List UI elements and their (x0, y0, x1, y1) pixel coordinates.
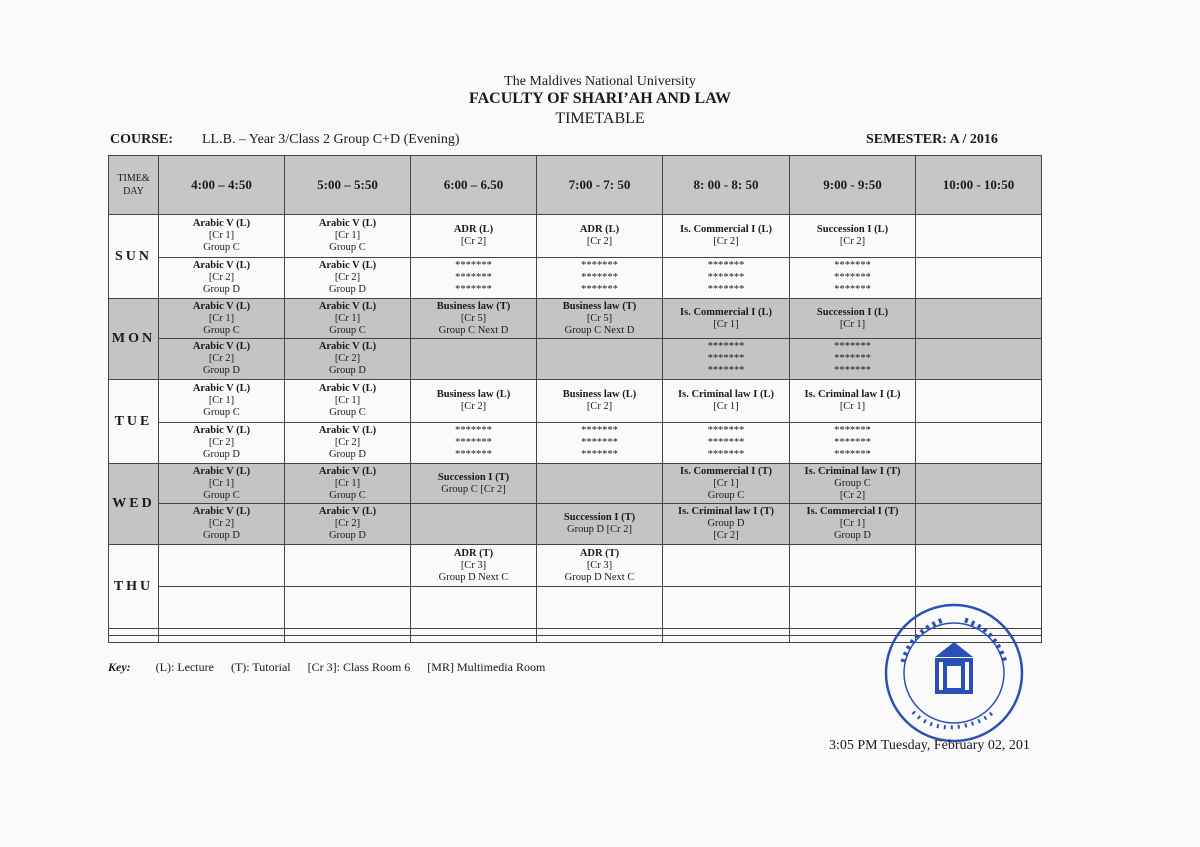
course-detail: Group D (328, 284, 367, 295)
schedule-cell (663, 423, 790, 464)
time-slot-header: 5:00 – 5:50 (285, 156, 411, 215)
course-name: Arabic V (L) (318, 341, 377, 352)
course-name: Succession I (T) (563, 512, 636, 523)
course-name: ******* (707, 425, 745, 436)
legend-key (108, 660, 559, 675)
schedule-cell (916, 339, 1042, 380)
schedule-cell (537, 545, 663, 587)
course-name: Arabic V (L) (318, 383, 377, 394)
course-detail: ******* (581, 272, 618, 283)
schedule-cell (790, 299, 916, 339)
schedule-cell (159, 215, 285, 258)
course-detail: [Cr 1] (208, 312, 235, 324)
schedule-cell (159, 339, 285, 380)
course-detail: ******* (707, 449, 745, 460)
schedule-cell (411, 299, 537, 339)
course-detail: [Cr 2] (208, 272, 235, 283)
schedule-cell (537, 504, 663, 545)
course-name: Arabic V (L) (318, 260, 377, 271)
day-block-sun (109, 215, 1042, 299)
day-label: TUE (109, 380, 159, 464)
semester-label: SEMESTER: A / 2016 (866, 132, 998, 147)
course-detail: ******* (707, 284, 745, 295)
course-detail: [Cr 5] (460, 312, 487, 324)
course-detail: [Cr 2] (586, 236, 613, 247)
course-detail: [Cr 1] (334, 477, 361, 489)
day-label: MON (109, 299, 159, 380)
schedule-cell (916, 504, 1042, 545)
course-name: ADR (L) (579, 224, 620, 235)
course-detail: Group C (203, 489, 240, 501)
timetable (108, 155, 1042, 643)
corner-cell (109, 156, 159, 215)
table-row (109, 464, 1042, 504)
course-name: Arabic V (L) (318, 506, 377, 517)
course-name: Arabic V (L) (192, 341, 251, 352)
schedule-cell (411, 339, 537, 380)
course-name: Is. Commercial I (L) (680, 306, 772, 318)
table-row (109, 545, 1042, 587)
time-slot-header: 9:00 - 9:50 (790, 156, 916, 215)
timetable-header-row (109, 156, 1042, 215)
schedule-cell (285, 423, 411, 464)
day-label: WED (109, 464, 159, 545)
schedule-cell (411, 380, 537, 423)
course-name: Arabic V (L) (318, 465, 377, 477)
schedule-cell (159, 258, 285, 299)
course-detail: Group C (329, 324, 366, 336)
empty-cell (159, 636, 285, 643)
schedule-cell (411, 423, 537, 464)
course-name: Arabic V (L) (192, 425, 251, 436)
schedule-cell (790, 545, 916, 587)
schedule-cell (537, 423, 663, 464)
course-detail: [Cr 1] (334, 230, 361, 241)
time-slot-header: 8: 00 - 8: 50 (663, 156, 790, 215)
course-detail: [Cr 2] (586, 401, 613, 412)
course-detail: [Cr 1] (334, 395, 361, 406)
course-detail: Group D (707, 518, 745, 529)
course-name: ADR (T) (453, 547, 494, 559)
time-slot-header: 10:00 - 10:50 (916, 156, 1042, 215)
course-detail: [Cr 1] (839, 518, 866, 529)
schedule-cell (663, 258, 790, 299)
course-name: Is. Commercial I (T) (680, 465, 772, 477)
course-name: Arabic V (L) (192, 383, 251, 394)
schedule-cell (916, 299, 1042, 339)
course-detail: [Cr 2] (713, 530, 739, 541)
course-detail: Group C Next D (438, 324, 509, 336)
course-detail: Group D Next C (438, 571, 509, 583)
course-detail: [Cr 1] (208, 230, 235, 241)
course-name: Is. Criminal law I (T) (678, 506, 774, 517)
schedule-cell (411, 258, 537, 299)
course-detail: Group D (202, 365, 241, 376)
course-value: LL.B. – Year 3/Class 2 Group C+D (Evening) (202, 132, 460, 147)
schedule-cell (916, 215, 1042, 258)
course-detail: ******* (455, 437, 492, 448)
day-block-mon (109, 299, 1042, 380)
schedule-cell (411, 215, 537, 258)
empty-cell (285, 636, 411, 643)
course-detail: [Cr 1] (839, 318, 866, 330)
course-label: COURSE: (110, 132, 174, 147)
course-detail: Group D (328, 530, 367, 541)
schedule-cell (916, 380, 1042, 423)
course-detail: ******* (581, 437, 618, 448)
schedule-cell (916, 423, 1042, 464)
schedule-cell (285, 464, 411, 504)
schedule-cell (159, 545, 285, 587)
course-detail: Group D (328, 365, 367, 376)
schedule-cell (916, 464, 1042, 504)
schedule-cell (790, 423, 916, 464)
course-name: ******* (834, 260, 871, 271)
course-detail: [Cr 2] (208, 437, 235, 448)
course-detail: ******* (455, 284, 492, 295)
course-name: Arabic V (L) (192, 218, 251, 229)
course-name: Business law (L) (436, 389, 511, 400)
course-name: Is. Commercial I (T) (806, 506, 899, 517)
course-name: Is. Criminal law I (T) (804, 465, 901, 477)
course-detail: Group D [Cr 2] (566, 524, 633, 535)
course-name: ******* (707, 260, 745, 271)
schedule-cell (663, 380, 790, 423)
table-row (109, 423, 1042, 464)
course-detail: [Cr 2] (334, 437, 361, 448)
course-detail: Group C Next D (564, 324, 635, 336)
course-detail: [Cr 2] (460, 236, 487, 247)
course-detail: ******* (834, 284, 871, 295)
course-detail: ******* (455, 449, 492, 460)
course-detail: ******* (834, 437, 871, 448)
schedule-cell (663, 464, 790, 504)
key-item: [Cr 3]: Class Room 6 (307, 660, 411, 674)
corner-day-label: DAY (123, 186, 144, 197)
course-name: Is. Commercial I (L) (680, 224, 772, 235)
course-detail: [Cr 1] (208, 395, 235, 406)
course-detail: Group D (202, 530, 241, 541)
course-detail: [Cr 2] (713, 236, 739, 247)
day-label: SUN (109, 215, 159, 299)
table-row (109, 299, 1042, 339)
empty-cell (663, 636, 790, 643)
course-detail: Group D (202, 449, 241, 460)
empty-cell (411, 629, 537, 636)
course-name: ******* (581, 425, 618, 436)
course-name: Is. Criminal law I (L) (678, 389, 774, 400)
empty-cell (159, 629, 285, 636)
course-name: Business law (L) (562, 389, 637, 400)
course-detail: [Cr 1] (713, 477, 739, 489)
schedule-cell (411, 587, 537, 629)
empty-cell (663, 629, 790, 636)
schedule-cell (159, 464, 285, 504)
table-row (109, 258, 1042, 299)
schedule-cell (159, 423, 285, 464)
course-name: Arabic V (L) (192, 260, 251, 271)
course-name: ADR (L) (453, 224, 494, 235)
schedule-cell (285, 215, 411, 258)
course-name: ******* (707, 341, 745, 352)
day-label: THU (109, 545, 159, 629)
key-item: (T): Tutorial (230, 660, 291, 674)
course-detail: Group C (707, 489, 745, 501)
course-detail: Group C (203, 242, 240, 253)
course-detail: [Cr 1] (713, 318, 739, 330)
course-name: ******* (455, 260, 492, 271)
print-timestamp: 3:05 PM Tuesday, February 02, 201 (829, 738, 1030, 753)
course-name: Arabic V (L) (318, 300, 377, 312)
course-detail: [Cr 3] (586, 559, 613, 571)
course-detail: Group D (833, 530, 872, 541)
course-name: Arabic V (L) (192, 465, 251, 477)
schedule-cell (537, 380, 663, 423)
schedule-cell (537, 299, 663, 339)
course-detail: ******* (707, 353, 745, 364)
course-detail: [Cr 2] (208, 518, 235, 529)
key-item: [MR] Multimedia Room (427, 660, 546, 674)
schedule-cell (285, 299, 411, 339)
course-detail: Group C (834, 477, 871, 489)
course-detail: ******* (707, 437, 745, 448)
schedule-cell (790, 380, 916, 423)
schedule-cell (285, 587, 411, 629)
course-detail: [Cr 2] (839, 489, 866, 501)
course-detail: ******* (834, 272, 871, 283)
course-detail: Group C (329, 242, 366, 253)
course-detail: [Cr 5] (586, 312, 613, 324)
schedule-cell (916, 545, 1042, 587)
schedule-cell (285, 339, 411, 380)
schedule-cell (537, 464, 663, 504)
empty-cell (285, 629, 411, 636)
course-name: Succession I (L) (816, 306, 889, 318)
course-detail: Group C (329, 489, 366, 501)
day-block-tue (109, 380, 1042, 464)
corner-time-label: TIME& (117, 173, 150, 184)
course-detail: [Cr 2] (460, 401, 487, 412)
course-detail: [Cr 2] (839, 236, 866, 247)
university-seal-icon (883, 602, 1025, 744)
course-detail: [Cr 3] (460, 559, 487, 571)
time-slot-header: 6:00 – 6.50 (411, 156, 537, 215)
course-detail: [Cr 1] (839, 401, 866, 412)
schedule-cell (537, 215, 663, 258)
course-name: Is. Criminal law I (L) (804, 389, 901, 400)
schedule-cell (537, 339, 663, 380)
course-name: ******* (834, 425, 871, 436)
schedule-cell (159, 587, 285, 629)
time-slot-header: 4:00 – 4:50 (159, 156, 285, 215)
course-detail: [Cr 2] (208, 353, 235, 364)
key-item: (L): Lecture (155, 660, 214, 674)
schedule-cell (663, 299, 790, 339)
course-detail: [Cr 1] (713, 401, 739, 412)
course-detail: ******* (834, 353, 871, 364)
schedule-cell (790, 504, 916, 545)
schedule-cell (790, 215, 916, 258)
course-name: Business law (T) (562, 300, 637, 312)
course-name: Arabic V (L) (192, 300, 251, 312)
schedule-cell (411, 545, 537, 587)
schedule-cell (537, 258, 663, 299)
day-block-wed (109, 464, 1042, 545)
schedule-cell (411, 464, 537, 504)
course-name: ******* (581, 260, 618, 271)
table-row (109, 215, 1042, 258)
course-detail: [Cr 2] (334, 272, 361, 283)
course-detail: ******* (707, 272, 745, 283)
course-name: Succession I (L) (816, 224, 889, 235)
course-detail: ******* (707, 365, 745, 376)
schedule-cell (916, 258, 1042, 299)
schedule-cell (285, 258, 411, 299)
course-name: Arabic V (L) (318, 425, 377, 436)
course-detail: Group D Next C (564, 571, 635, 583)
time-slot-header: 7:00 - 7: 50 (537, 156, 663, 215)
schedule-cell (790, 464, 916, 504)
schedule-cell (159, 380, 285, 423)
course-name: ******* (834, 341, 871, 352)
schedule-cell (411, 504, 537, 545)
course-detail: Group D (202, 284, 241, 295)
course-detail: Group C [Cr 2] (441, 483, 506, 495)
course-detail: ******* (581, 449, 618, 460)
schedule-cell (159, 504, 285, 545)
schedule-cell (285, 380, 411, 423)
schedule-cell (537, 587, 663, 629)
course-name: ******* (455, 425, 492, 436)
course-detail: ******* (455, 272, 492, 283)
course-detail: [Cr 1] (334, 312, 361, 324)
empty-cell (537, 636, 663, 643)
course-detail: [Cr 2] (334, 353, 361, 364)
course-detail: [Cr 2] (334, 518, 361, 529)
course-detail: ******* (834, 449, 871, 460)
table-row (109, 380, 1042, 423)
schedule-cell (285, 545, 411, 587)
course-name: Arabic V (L) (192, 506, 251, 517)
table-row (109, 339, 1042, 380)
course-name: Arabic V (L) (318, 218, 377, 229)
schedule-cell (790, 258, 916, 299)
course-detail: ******* (581, 284, 618, 295)
schedule-cell (285, 504, 411, 545)
schedule-cell (663, 339, 790, 380)
course-detail: Group D (328, 449, 367, 460)
schedule-cell (663, 504, 790, 545)
schedule-cell (663, 545, 790, 587)
faculty-name: FACULTY OF SHARI’AH AND LAW (469, 90, 731, 107)
schedule-cell (159, 299, 285, 339)
course-name: Business law (T) (436, 300, 511, 312)
table-row (109, 504, 1042, 545)
course-detail: [Cr 1] (208, 477, 235, 489)
empty-cell (537, 629, 663, 636)
empty-cell (109, 636, 159, 643)
course-name: ADR (T) (579, 547, 620, 559)
document-title: TIMETABLE (555, 110, 645, 127)
schedule-cell (663, 215, 790, 258)
schedule-cell (663, 587, 790, 629)
empty-cell (109, 629, 159, 636)
schedule-cell (790, 339, 916, 380)
university-name: The Maldives National University (504, 74, 696, 89)
course-name: Succession I (T) (437, 471, 510, 483)
key-label: Key: (108, 660, 131, 674)
empty-cell (411, 636, 537, 643)
course-detail: Group C (329, 407, 366, 418)
course-detail: Group C (203, 324, 240, 336)
course-detail: Group C (203, 407, 240, 418)
course-detail: ******* (834, 365, 871, 376)
